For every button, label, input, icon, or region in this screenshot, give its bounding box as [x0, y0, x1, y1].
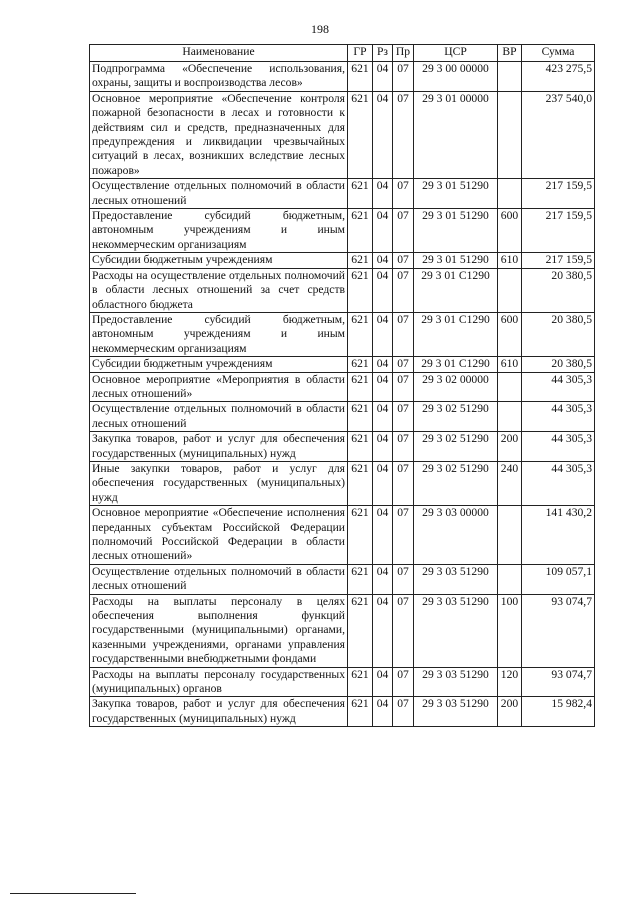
- cell-csr: 29 3 01 51290: [414, 179, 498, 209]
- cell-pr: 07: [393, 667, 414, 697]
- cell-pr: 07: [393, 253, 414, 268]
- cell-sum: 20 380,5: [522, 312, 595, 356]
- cell-pr: 07: [393, 91, 414, 178]
- cell-pr: 07: [393, 402, 414, 432]
- cell-csr: 29 3 00 00000: [414, 62, 498, 92]
- cell-pr: 07: [393, 312, 414, 356]
- cell-sum: 44 305,3: [522, 372, 595, 402]
- table-row: [90, 312, 595, 356]
- cell-csr: 29 3 01 51290: [414, 209, 498, 253]
- cell-name: Основное мероприятие «Мероприятия в области лесных отношений»: [90, 372, 348, 402]
- cell-vr: 240: [498, 461, 522, 505]
- table-row: [90, 461, 595, 505]
- table-row: [90, 594, 595, 667]
- cell-pr: 07: [393, 564, 414, 594]
- cell-rz: 04: [373, 461, 393, 505]
- cell-rz: 04: [373, 506, 393, 565]
- cell-sum: 93 074,7: [522, 594, 595, 667]
- cell-vr: 610: [498, 253, 522, 268]
- footnote-separator: [10, 893, 136, 894]
- cell-gr: 621: [348, 564, 373, 594]
- table-row: [90, 179, 595, 209]
- cell-rz: 04: [373, 357, 393, 372]
- cell-gr: 621: [348, 62, 373, 92]
- cell-csr: 29 3 01 С1290: [414, 268, 498, 312]
- cell-pr: 07: [393, 594, 414, 667]
- cell-gr: 621: [348, 312, 373, 356]
- cell-gr: 621: [348, 357, 373, 372]
- cell-sum: 217 159,5: [522, 209, 595, 253]
- cell-csr: 29 3 03 00000: [414, 506, 498, 565]
- table-row: [90, 564, 595, 594]
- cell-vr: [498, 372, 522, 402]
- cell-name: Основное мероприятие «Обеспечение исполнения переданных субъектам Российской Федерации полномочий Российской Федерации в области лесных отношений»: [90, 506, 348, 565]
- cell-name: Осуществление отдельных полномочий в области лесных отношений: [90, 402, 348, 432]
- cell-csr: 29 3 03 51290: [414, 594, 498, 667]
- cell-csr: 29 3 01 С1290: [414, 312, 498, 356]
- cell-sum: 44 305,3: [522, 402, 595, 432]
- cell-vr: 600: [498, 312, 522, 356]
- cell-rz: 04: [373, 253, 393, 268]
- cell-name: Расходы на осуществление отдельных полномочий в области лесных отношений за счет средств областного бюджета: [90, 268, 348, 312]
- cell-sum: 20 380,5: [522, 268, 595, 312]
- cell-pr: 07: [393, 268, 414, 312]
- cell-vr: 610: [498, 357, 522, 372]
- cell-name: Закупка товаров, работ и услуг для обеспечения государственных (муниципальных) нужд: [90, 432, 348, 462]
- table-row: [90, 91, 595, 178]
- cell-sum: 217 159,5: [522, 179, 595, 209]
- table-row: [90, 432, 595, 462]
- cell-csr: 29 3 01 51290: [414, 253, 498, 268]
- cell-pr: 07: [393, 506, 414, 565]
- table-row: [90, 667, 595, 697]
- cell-rz: 04: [373, 209, 393, 253]
- cell-csr: 29 3 03 51290: [414, 697, 498, 727]
- cell-gr: 621: [348, 432, 373, 462]
- cell-vr: 600: [498, 209, 522, 253]
- cell-vr: [498, 62, 522, 92]
- cell-sum: 15 982,4: [522, 697, 595, 727]
- table-row: [90, 253, 595, 268]
- cell-gr: 621: [348, 372, 373, 402]
- cell-gr: 621: [348, 179, 373, 209]
- cell-vr: 200: [498, 697, 522, 727]
- cell-gr: 621: [348, 697, 373, 727]
- cell-csr: 29 3 02 51290: [414, 461, 498, 505]
- table-row: [90, 506, 595, 565]
- header-sum: Сумма: [522, 45, 595, 62]
- cell-rz: 04: [373, 697, 393, 727]
- cell-gr: 621: [348, 667, 373, 697]
- cell-name: Расходы на выплаты персоналу в целях обеспечения выполнения функций государственными (муниципальными) органами, казенными учреждениями, органами управления государственными внебюджетными фондами: [90, 594, 348, 667]
- cell-pr: 07: [393, 697, 414, 727]
- cell-name: Закупка товаров, работ и услуг для обеспечения государственных (муниципальных) нужд: [90, 697, 348, 727]
- cell-vr: 100: [498, 594, 522, 667]
- cell-name: Субсидии бюджетным учреждениям: [90, 357, 348, 372]
- cell-gr: 621: [348, 402, 373, 432]
- table-row: [90, 372, 595, 402]
- cell-pr: 07: [393, 62, 414, 92]
- header-pr: Пр: [393, 45, 414, 62]
- cell-pr: 07: [393, 179, 414, 209]
- cell-gr: 621: [348, 209, 373, 253]
- cell-vr: [498, 506, 522, 565]
- table-row: [90, 62, 595, 92]
- cell-rz: 04: [373, 667, 393, 697]
- header-vr: ВР: [498, 45, 522, 62]
- cell-sum: 217 159,5: [522, 253, 595, 268]
- cell-name: Предоставление субсидий бюджетным, автономным учреждениям и иным некоммерческим организациям: [90, 209, 348, 253]
- cell-vr: [498, 564, 522, 594]
- cell-pr: 07: [393, 432, 414, 462]
- cell-sum: 423 275,5: [522, 62, 595, 92]
- cell-pr: 07: [393, 372, 414, 402]
- header-csr: ЦСР: [414, 45, 498, 62]
- table-row: [90, 357, 595, 372]
- cell-csr: 29 3 03 51290: [414, 564, 498, 594]
- header-gr: ГР: [348, 45, 373, 62]
- table-row: [90, 268, 595, 312]
- cell-rz: 04: [373, 432, 393, 462]
- cell-name: Иные закупки товаров, работ и услуг для обеспечения государственных (муниципальных) нужд: [90, 461, 348, 505]
- table-row: [90, 697, 595, 727]
- cell-name: Основное мероприятие «Обеспечение контроля пожарной безопасности в лесах и готовности к действиям сил и средств, предназначенных для предупреждения и ликвидации чрезвычайных ситуаций в лесах, возникших вследствие лесных пожаров»: [90, 91, 348, 178]
- cell-csr: 29 3 01 00000: [414, 91, 498, 178]
- table-body: [90, 62, 595, 727]
- cell-vr: [498, 91, 522, 178]
- cell-csr: 29 3 02 51290: [414, 402, 498, 432]
- cell-sum: 237 540,0: [522, 91, 595, 178]
- cell-rz: 04: [373, 564, 393, 594]
- cell-pr: 07: [393, 461, 414, 505]
- cell-sum: 109 057,1: [522, 564, 595, 594]
- cell-rz: 04: [373, 62, 393, 92]
- cell-csr: 29 3 03 51290: [414, 667, 498, 697]
- table-header-row: [90, 45, 595, 62]
- cell-gr: 621: [348, 506, 373, 565]
- cell-vr: 120: [498, 667, 522, 697]
- cell-name: Осуществление отдельных полномочий в области лесных отношений: [90, 564, 348, 594]
- header-rz: Рз: [373, 45, 393, 62]
- cell-gr: 621: [348, 268, 373, 312]
- cell-rz: 04: [373, 402, 393, 432]
- cell-sum: 141 430,2: [522, 506, 595, 565]
- table-row: [90, 402, 595, 432]
- cell-sum: 20 380,5: [522, 357, 595, 372]
- cell-name: Предоставление субсидий бюджетным, автономным учреждениям и иным некоммерческим организациям: [90, 312, 348, 356]
- cell-rz: 04: [373, 91, 393, 178]
- cell-csr: 29 3 02 00000: [414, 372, 498, 402]
- cell-name: Субсидии бюджетным учреждениям: [90, 253, 348, 268]
- cell-gr: 621: [348, 253, 373, 268]
- budget-table: [89, 44, 595, 727]
- cell-vr: 200: [498, 432, 522, 462]
- cell-rz: 04: [373, 312, 393, 356]
- cell-pr: 07: [393, 209, 414, 253]
- cell-name: Расходы на выплаты персоналу государственных (муниципальных) органов: [90, 667, 348, 697]
- header-name: Наименование: [90, 45, 348, 62]
- cell-pr: 07: [393, 357, 414, 372]
- cell-sum: 93 074,7: [522, 667, 595, 697]
- cell-vr: [498, 268, 522, 312]
- cell-csr: 29 3 01 С1290: [414, 357, 498, 372]
- cell-rz: 04: [373, 268, 393, 312]
- cell-gr: 621: [348, 461, 373, 505]
- cell-vr: [498, 402, 522, 432]
- cell-vr: [498, 179, 522, 209]
- page-number: 198: [311, 22, 329, 36]
- cell-csr: 29 3 02 51290: [414, 432, 498, 462]
- cell-rz: 04: [373, 179, 393, 209]
- cell-name: Подпрограмма «Обеспечение использования, охраны, защиты и воспроизводства лесов»: [90, 62, 348, 92]
- cell-sum: 44 305,3: [522, 461, 595, 505]
- cell-gr: 621: [348, 594, 373, 667]
- table-row: [90, 209, 595, 253]
- cell-rz: 04: [373, 594, 393, 667]
- cell-gr: 621: [348, 91, 373, 178]
- cell-name: Осуществление отдельных полномочий в области лесных отношений: [90, 179, 348, 209]
- cell-sum: 44 305,3: [522, 432, 595, 462]
- cell-rz: 04: [373, 372, 393, 402]
